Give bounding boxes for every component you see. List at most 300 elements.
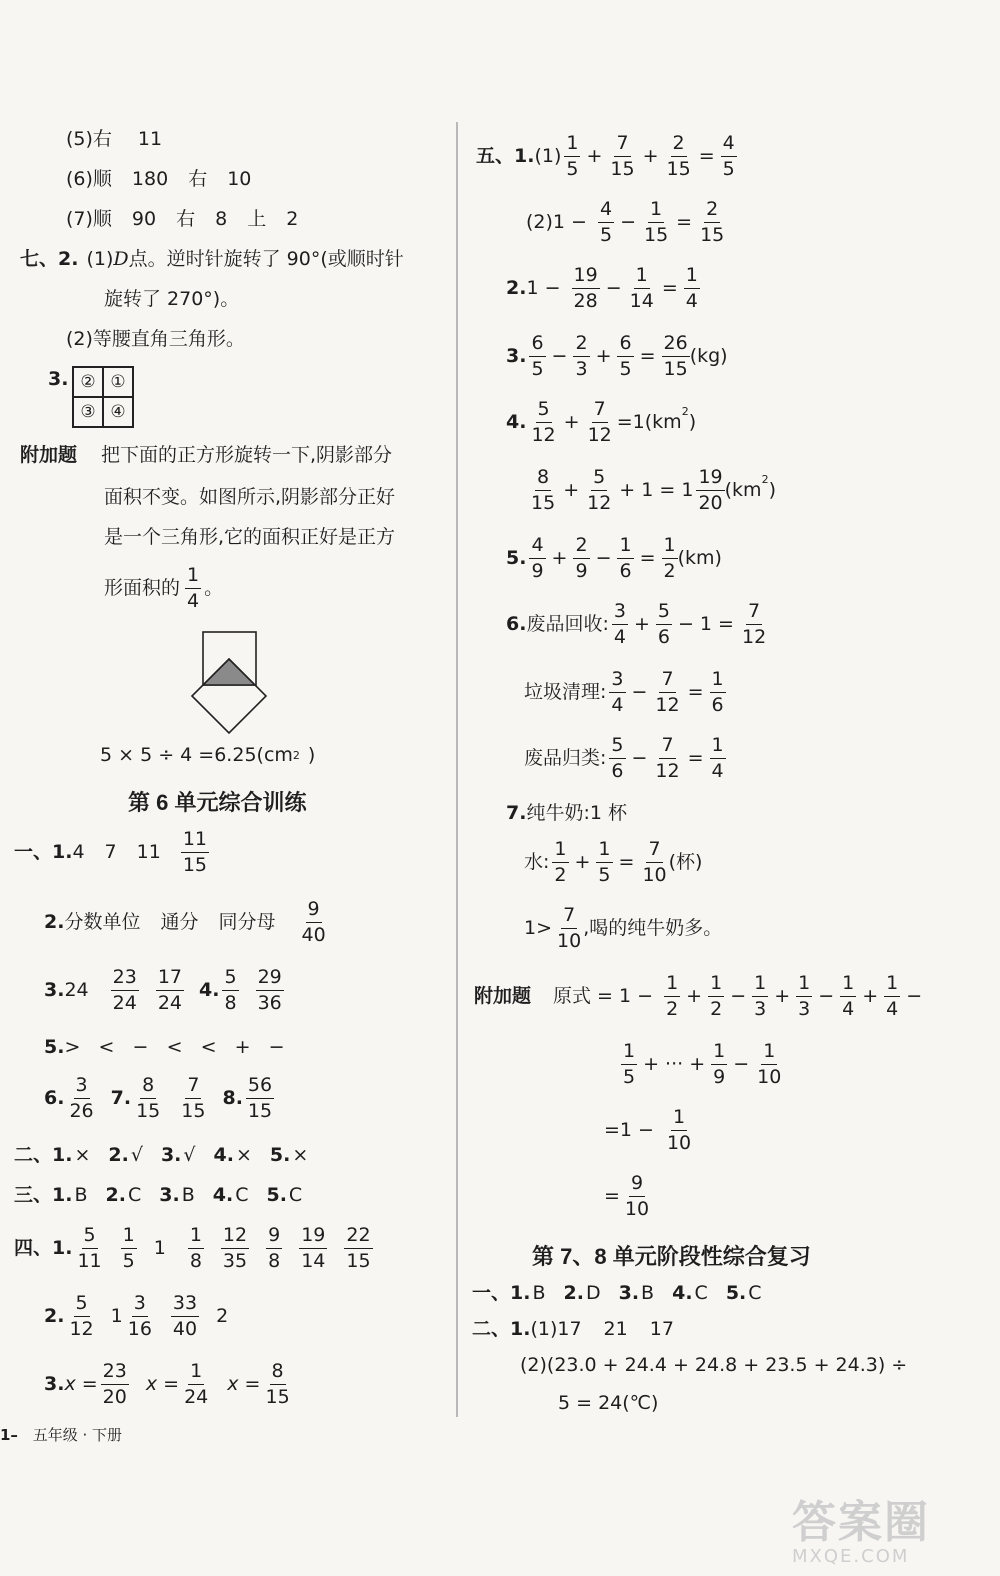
bonus-label: 附加题 [474,985,532,1007]
denominator: 10 [666,1132,692,1154]
denominator: 12 [69,1318,94,1340]
text: x = [227,1373,261,1395]
denominator: 20 [102,1386,127,1408]
text: 1> [524,917,553,939]
left-column [0,0,455,1576]
denominator: 2 [666,998,679,1020]
text: D [113,248,129,270]
text: B [181,1184,195,1206]
answer-line [520,1356,915,1375]
fraction [698,200,726,245]
fraction [111,968,139,1013]
denominator: 2 [663,560,676,582]
text: 形面积的 [104,577,181,599]
text: 废品回收: [526,613,609,635]
numerator: 8 [270,1362,286,1385]
numerator: 17 [156,968,184,991]
text: (1) [86,248,114,270]
numerator: 3 [609,670,625,693]
operator: + [586,145,603,167]
fraction [300,900,328,945]
denominator: 15 [182,854,208,876]
denominator: 4 [187,590,200,612]
answer-line [20,446,400,465]
numerator: 1 [188,1362,204,1385]
unit: (杯) [668,851,703,873]
denominator: 40 [301,924,326,946]
text: C [694,1282,708,1304]
question-number: 2. [506,277,527,299]
denominator: 2 [554,864,567,886]
text: =1(km [616,411,682,433]
numerator: 1 [121,1226,137,1249]
rotation-grid [72,366,134,428]
numerator: 5 [656,602,672,625]
denominator: 15 [610,158,635,180]
fraction [623,1174,651,1219]
operator: + [595,345,612,367]
answer-line [604,1108,696,1153]
denominator: 5 [623,1066,636,1088]
grid-cell: ④ [103,397,133,427]
numerator: 33 [171,1294,199,1317]
fraction [101,1362,129,1407]
operator: − [631,747,648,769]
operator: + [563,411,580,433]
question-number: 2. [44,911,65,933]
operator: − [730,985,747,1007]
text: 1 [153,1237,166,1259]
operator: + 1 = 1 [619,479,694,501]
denominator: 10 [757,1066,782,1088]
denominator: 4 [886,998,899,1020]
fraction [665,134,693,179]
operator: = [639,345,656,367]
fraction [156,968,184,1013]
numerator: 5 [591,468,607,491]
fraction [609,670,625,715]
fraction [586,400,614,445]
fraction [171,1294,199,1339]
text: 把下面的正方形旋转一下,阴影部分 [101,444,393,466]
fraction [572,266,600,311]
text: ,喝的纯牛奶多。 [583,917,723,939]
operator: + [774,985,791,1007]
numerator: 6 [529,334,545,357]
fraction [664,974,680,1019]
text: 同分母 [218,911,276,933]
numerator: 9 [306,900,322,923]
question-number: 7. [506,802,527,824]
operator: + ··· + [643,1053,706,1075]
text: (5)右 [66,128,112,150]
text: 7 [104,841,117,863]
fraction [185,566,201,611]
watermark-text: 答案圈 [792,1497,930,1548]
answer-line [104,528,403,547]
numerator: 1 [708,974,724,997]
numerator: 1 [188,1226,204,1249]
text: ) [688,411,697,433]
numerator: 5 [74,1294,90,1317]
denominator: 5 [599,224,613,246]
fraction [67,1294,95,1339]
fraction [840,974,856,1019]
denominator: 15 [181,1100,206,1122]
fraction [696,468,724,513]
fraction [755,1042,783,1087]
text: √ [183,1144,196,1166]
text: 5 = 24(℃) [558,1392,659,1414]
denominator: 8 [224,992,237,1014]
denominator: 6 [657,626,670,648]
numerator: 8 [535,468,551,491]
numerator: 1 [684,266,700,289]
fraction [710,736,726,781]
denominator: 12 [741,626,767,648]
fraction [596,840,612,885]
fraction [598,200,614,245]
denominator: 16 [127,1318,152,1340]
text: 点。逆时针旋转了 90°(或顺时针 [128,248,404,270]
denominator: 5 [122,1250,135,1272]
operator: = [618,851,635,873]
numerator: 1 [634,266,650,289]
numerator: 5 [222,968,238,991]
numerator: 1 [752,974,768,997]
fraction [628,266,656,311]
column-divider [456,122,458,1417]
text: 水: [524,851,550,873]
fraction [221,1226,249,1271]
numerator: 1 [710,670,726,693]
numerator: 7 [659,736,675,759]
fraction [653,670,681,715]
fraction [612,602,628,647]
numerator: 19 [696,468,724,491]
denominator: 20 [698,492,723,514]
answer-line [44,1362,295,1407]
denominator: 24 [157,992,183,1014]
denominator: 5 [598,864,611,886]
grade-label: 五年级 · 下册 [32,1426,123,1444]
operator: − [551,345,568,367]
numerator: 4 [721,134,737,157]
operator: = [661,277,678,299]
answer-line [66,170,259,189]
denominator: 12 [587,492,612,514]
text: C [288,1184,303,1206]
page-number: 1– [0,1426,18,1444]
answer-line [104,566,231,611]
numerator: 19 [299,1226,327,1249]
fraction [179,1076,207,1121]
formula-line [100,746,323,765]
numerator: 1 [796,974,812,997]
question-number: 4. [213,1144,234,1166]
numerator: 12 [221,1226,249,1249]
denominator: 15 [643,224,669,246]
denominator: 15 [265,1386,290,1408]
section-title: 第 7、8 单元阶段性综合复习 [532,1244,811,1269]
text: 是一个三角形,它的面积正好是正方 [104,526,396,548]
numerator: 1 [710,736,726,759]
text: (2)(23.0 + 24.4 + 24.8 + 23.5 + 24.3) ÷ [520,1354,908,1376]
answer-line [558,1394,666,1413]
question-number: 4. [212,1184,234,1206]
question-number: 二、1. [472,1318,531,1340]
text: 17 [649,1318,674,1340]
answer-line [618,1042,786,1087]
question-number: 3. [160,1144,182,1166]
denominator: 24 [184,1386,209,1408]
answer-line [526,468,784,513]
text: C [748,1282,762,1304]
text: (2)等腰直角三角形。 [66,328,245,350]
fraction [640,840,668,885]
denominator: 15 [531,492,556,514]
bonus-label: 附加题 [20,444,78,466]
answer-line [104,290,247,309]
question-number: 5. [266,1184,287,1206]
fraction [134,1076,162,1121]
fraction [573,536,589,581]
denominator: 4 [613,626,626,648]
answer-line [44,900,331,945]
numerator: 4 [529,536,545,559]
text: x = [145,1373,180,1395]
answer-line [44,1294,236,1339]
denominator: 15 [666,158,691,180]
answer-line [44,968,287,1013]
text: 2 [286,208,299,230]
operator: = [676,211,693,233]
numerator: 1 [840,974,856,997]
answer-line [506,602,771,647]
text: 垃圾清理: [524,681,607,703]
answer-line [14,1226,376,1271]
question-number: 3. [506,345,527,367]
numerator: 23 [111,968,139,991]
fraction [721,134,737,179]
fraction [256,968,284,1013]
answer-line [506,804,635,823]
answer-line [474,974,925,1019]
denominator: 10 [642,864,667,886]
fraction [529,400,557,445]
denominator: 5 [531,358,544,380]
text: 右 [176,208,196,230]
denominator: 14 [629,290,654,312]
numerator: 5 [536,400,552,423]
denominator: 10 [624,1198,650,1220]
answer-line [524,670,729,715]
numerator: 2 [573,536,589,559]
denominator: 12 [655,760,680,782]
denominator: 10 [557,930,582,952]
operator: + [862,985,879,1007]
text: > < − < < + − [64,1036,285,1058]
denominator: 11 [77,1250,102,1272]
answer-line [472,1284,770,1303]
fraction [75,1226,103,1271]
answer-line [524,906,730,951]
fraction [708,974,724,1019]
numerator: 7 [614,134,630,157]
fraction [665,1108,693,1153]
fraction [263,1362,291,1407]
numerator: 7 [746,602,762,625]
numerator: 1 [596,840,612,863]
text: 。 [204,577,224,599]
fraction [552,840,568,885]
operator: + [642,145,659,167]
text: B [74,1184,88,1206]
numerator: 6 [617,334,633,357]
denominator: 9 [531,560,544,582]
question-number: 5. [269,1144,291,1166]
question-number: 四、1. [14,1237,73,1259]
text: (2)1 − [526,211,587,233]
fraction [188,1226,204,1271]
answer-line [476,134,740,179]
text: 原式 = 1 − [553,985,654,1007]
fraction [529,536,545,581]
text: (1) [534,145,562,167]
denominator: 8 [268,1250,281,1272]
text: 通分 [160,911,199,933]
numerator: 26 [662,334,690,357]
operator: − [605,277,622,299]
numerator: 5 [609,736,625,759]
numerator: 5 [82,1226,98,1249]
denominator: 4 [842,998,855,1020]
fraction [621,1042,637,1087]
fraction [585,468,613,513]
answer-line [524,840,710,885]
operator: + [563,479,580,501]
question-number: 2. [108,1144,129,1166]
numerator: 7 [561,906,577,929]
denominator: 9 [575,560,588,582]
text: 旋转了 270°)。 [104,288,240,310]
numerator: 1 [621,1042,637,1065]
question-number: 二、1. [14,1144,73,1166]
text: 1 [110,1305,123,1327]
operator: + [633,613,650,635]
numerator: 1 [552,840,568,863]
text: 21 [603,1318,628,1340]
numerator: 11 [181,830,209,853]
fraction [182,1362,210,1407]
text: =1 − [604,1119,654,1141]
denominator: 3 [575,358,588,380]
operator: + [551,547,568,569]
denominator: 4 [685,290,698,312]
denominator: 36 [257,992,282,1014]
text: C [235,1184,249,1206]
fraction [740,602,768,647]
numerator: 3 [74,1076,90,1099]
denominator: 40 [172,1318,198,1340]
watermark-url: MXQE.COM [792,1546,910,1567]
denominator: 24 [112,992,137,1014]
numerator: 9 [266,1226,282,1249]
fraction [884,974,900,1019]
grid-cell: ③ [73,397,103,427]
operator: = [698,145,715,167]
answer-line [604,1174,654,1219]
answer-line [66,210,306,229]
fraction [617,334,633,379]
text: × [74,1144,91,1166]
fraction [555,906,583,951]
denominator: 3 [798,998,811,1020]
question-number: 2. [563,1282,584,1304]
fraction [642,200,670,245]
denominator: 15 [136,1100,161,1122]
fraction [573,334,589,379]
denominator: 5 [566,158,579,180]
fraction [710,670,726,715]
denominator: 9 [713,1066,726,1088]
text: 右 [188,168,208,190]
numerator: 56 [246,1076,274,1099]
answer-line [506,334,736,379]
numerator: 2 [704,200,720,223]
denominator: 12 [531,424,556,446]
unit: (kg) [689,345,728,367]
answer-line [14,1146,316,1165]
fraction [67,1076,95,1121]
denominator: 5 [619,358,632,380]
answer-line [66,130,170,149]
text: 90 [131,208,157,230]
text: ) [768,479,776,501]
fraction [126,1294,154,1339]
text: = [604,1185,620,1207]
operator: − [631,681,648,703]
operator: − [620,211,636,233]
unit: (km [724,479,762,501]
denominator: 8 [189,1250,202,1272]
operator: = [639,547,656,569]
fraction [608,134,636,179]
text: 11 [136,841,161,863]
text: 面积不变。如图所示,阴影部分正好 [104,486,396,508]
text: D [585,1282,601,1304]
watermark [792,1486,982,1567]
numerator: 29 [256,968,284,991]
text: (7)顺 [66,208,112,230]
denominator: 6 [611,760,624,782]
operator: + [574,851,591,873]
denominator: 6 [619,560,632,582]
fraction [222,968,238,1013]
unit: (km) [677,547,722,569]
fraction [529,468,557,513]
text: 1 − [526,277,561,299]
question-number: 3. [44,1373,65,1395]
question-number: 3. [48,368,69,390]
text: 11 [137,128,163,150]
fraction [684,266,700,311]
text: 5 × 5 ÷ 4 =6.25(cm [100,744,293,766]
text: 4 [72,841,85,863]
operator: − [818,985,835,1007]
text: (1)17 [530,1318,582,1340]
fraction [617,536,633,581]
